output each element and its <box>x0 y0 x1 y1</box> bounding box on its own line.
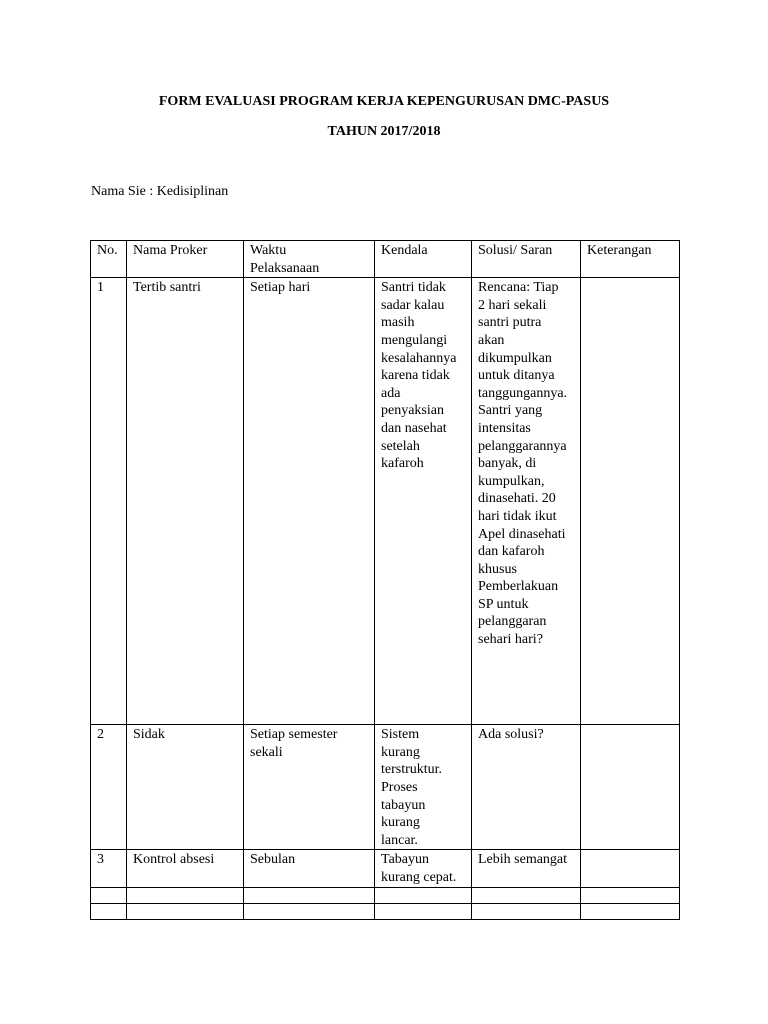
cell-note <box>581 725 680 850</box>
header-name: Nama Proker <box>127 241 244 278</box>
header-note: Keterangan <box>581 241 680 278</box>
table-header-row <box>91 241 680 278</box>
empty-cell <box>581 887 680 903</box>
header-solution: Solusi/ Saran <box>472 241 581 278</box>
cell-no: 3 <box>91 850 127 887</box>
cell-no: 1 <box>91 278 127 725</box>
section-name: Nama Sie : Kedisiplinan <box>91 184 229 199</box>
table-row <box>91 278 680 725</box>
empty-cell <box>127 887 244 903</box>
cell-problem: Sistem kurang terstruktur. Proses tabayun kurang lancar. <box>375 725 472 850</box>
cell-solution: Ada solusi? <box>472 725 581 850</box>
empty-cell <box>472 903 581 919</box>
cell-note <box>581 850 680 887</box>
header-no: No. <box>91 241 127 278</box>
empty-cell <box>375 903 472 919</box>
cell-solution: Lebih semangat <box>472 850 581 887</box>
empty-cell <box>472 887 581 903</box>
empty-cell <box>581 903 680 919</box>
empty-cell <box>91 903 127 919</box>
empty-cell <box>244 903 375 919</box>
cell-time: Setiap semester sekali <box>244 725 375 850</box>
cell-time: Setiap hari <box>244 278 375 725</box>
empty-cell <box>127 903 244 919</box>
table-row <box>91 725 680 850</box>
evaluation-table <box>90 240 680 920</box>
empty-row <box>91 903 680 919</box>
cell-note <box>581 278 680 725</box>
cell-problem: Santri tidak sadar kalau masih mengulangi kesalahannya karena tidak ada penyaksian dan nasehat setelah kafaroh <box>375 278 472 725</box>
empty-cell <box>244 887 375 903</box>
form-year: TAHUN 2017/2018 <box>327 124 441 139</box>
header-problem: Kendala <box>375 241 472 278</box>
cell-name: Kontrol absesi <box>127 850 244 887</box>
cell-no: 2 <box>91 725 127 850</box>
empty-row <box>91 887 680 903</box>
cell-time: Sebulan <box>244 850 375 887</box>
table-row <box>91 850 680 887</box>
empty-cell <box>91 887 127 903</box>
cell-name: Sidak <box>127 725 244 850</box>
header-time: Waktu Pelaksanaan <box>244 241 375 278</box>
cell-solution: Rencana: Tiap 2 hari sekali santri putra akan dikumpulkan untuk ditanya tanggungannya. Santri yang intensitas pelanggarannya banyak, di kumpulkan, dinasehati. 20 hari tidak ikut Apel dinasehati dan kafaroh khusus Pemberlakuan SP untuk pelanggaran sehari hari? <box>472 278 581 725</box>
cell-problem: Tabayun kurang cepat. <box>375 850 472 887</box>
form-title: FORM EVALUASI PROGRAM KERJA KEPENGURUSAN DMC-PASUS <box>158 94 610 109</box>
cell-name: Tertib santri <box>127 278 244 725</box>
empty-cell <box>375 887 472 903</box>
